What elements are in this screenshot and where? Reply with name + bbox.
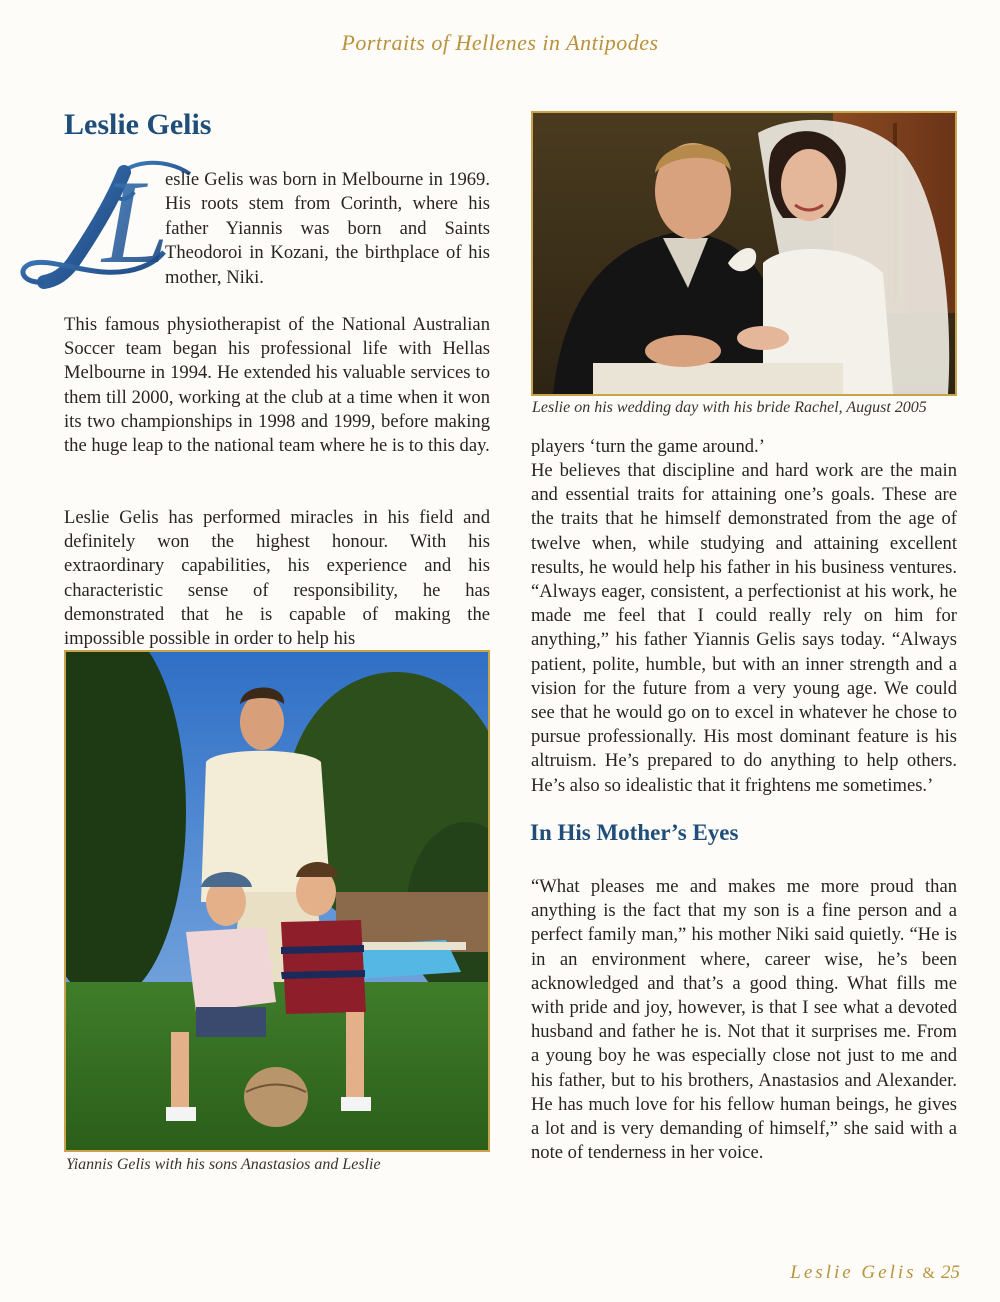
running-header: Portraits of Hellenes in Antipodes <box>341 30 659 55</box>
wedding-photo-caption: Leslie on his wedding day with his bride Rachel, August 2005 <box>532 399 927 416</box>
paragraph-players: players ‘turn the game around.’ <box>531 436 765 457</box>
paragraph-mother: “What pleases me and makes me more proud than anything is the fact that my son is a fine person and a perfect family man,” his mother Niki said quietly. “He is in an environment where, career wise, he’s been acknowledged and that’s a good thing. What fills me with pride and joy, however, is that I see what a devoted husband and father he is. Not that it surprises me. From a young boy he was especially close not just to me and his father, but to his brothers, Anastasios and Alexander. He has much love for his fellow human beings, he gives a lot and is very demanding of himself,” she said with a note of tenderness in her voice. <box>531 876 957 1164</box>
wedding-photo <box>531 111 957 396</box>
section-heading: In His Mother’s Eyes <box>530 820 739 845</box>
paragraph-achievements: Leslie Gelis has performed miracles in his field and definitely won the highest honour. With his extraordinary capabilities, his experience and his characteristic sense of responsibility, he has demonstrated that he is capable of making the impossible possible in order to help his <box>64 507 490 650</box>
family-photo-caption: Yiannis Gelis with his sons Anastasios and Leslie <box>66 1156 381 1173</box>
article-title: Leslie Gelis <box>64 108 212 141</box>
page-footer <box>740 1262 960 1284</box>
paragraph-discipline: He believes that discipline and hard work are the main and essential traits for attaining one’s goals. These are the traits that he himself demonstrated from the age of twelve when, while studying and attaining excellent results, he would help his father in his business ventures. “Always eager, consistent, a perfectionist at his work, he made me feel that I could really rely on him for anything,” his father Yiannis Gelis says today. “Always patient, polite, humble, but with an inner strength and a vision for the future from a very young age. We could see that he would go on to excel in whatever he chose to pursue professionally. His most dominant feature is his altruism. He’s prepared to do anything to help others. He’s also so idealistic that it frightens me sometimes.’ <box>531 460 957 796</box>
paragraph-career: This famous physiotherapist of the National Australian Soccer team began his professional life with Hellas Melbourne in 1994. He extended his valuable services to them till 2000, working at the club at a time when it won its two championships in 1998 and 1999, before making the huge leap to the national team where he is to this day. <box>64 314 490 457</box>
footer-ornament: & <box>922 1265 935 1282</box>
drop-cap-letter: L <box>102 155 169 288</box>
family-photo <box>64 650 490 1152</box>
footer-name: Leslie Gelis <box>790 1262 917 1283</box>
page-number: 25 <box>941 1262 960 1283</box>
intro-paragraph: eslie Gelis was born in Melbourne in 1969. His roots stem from Corinth, where his father Yiannis was born and Saints Theodoroi in Kozani, the birthplace of his mother, Niki. <box>165 169 490 288</box>
